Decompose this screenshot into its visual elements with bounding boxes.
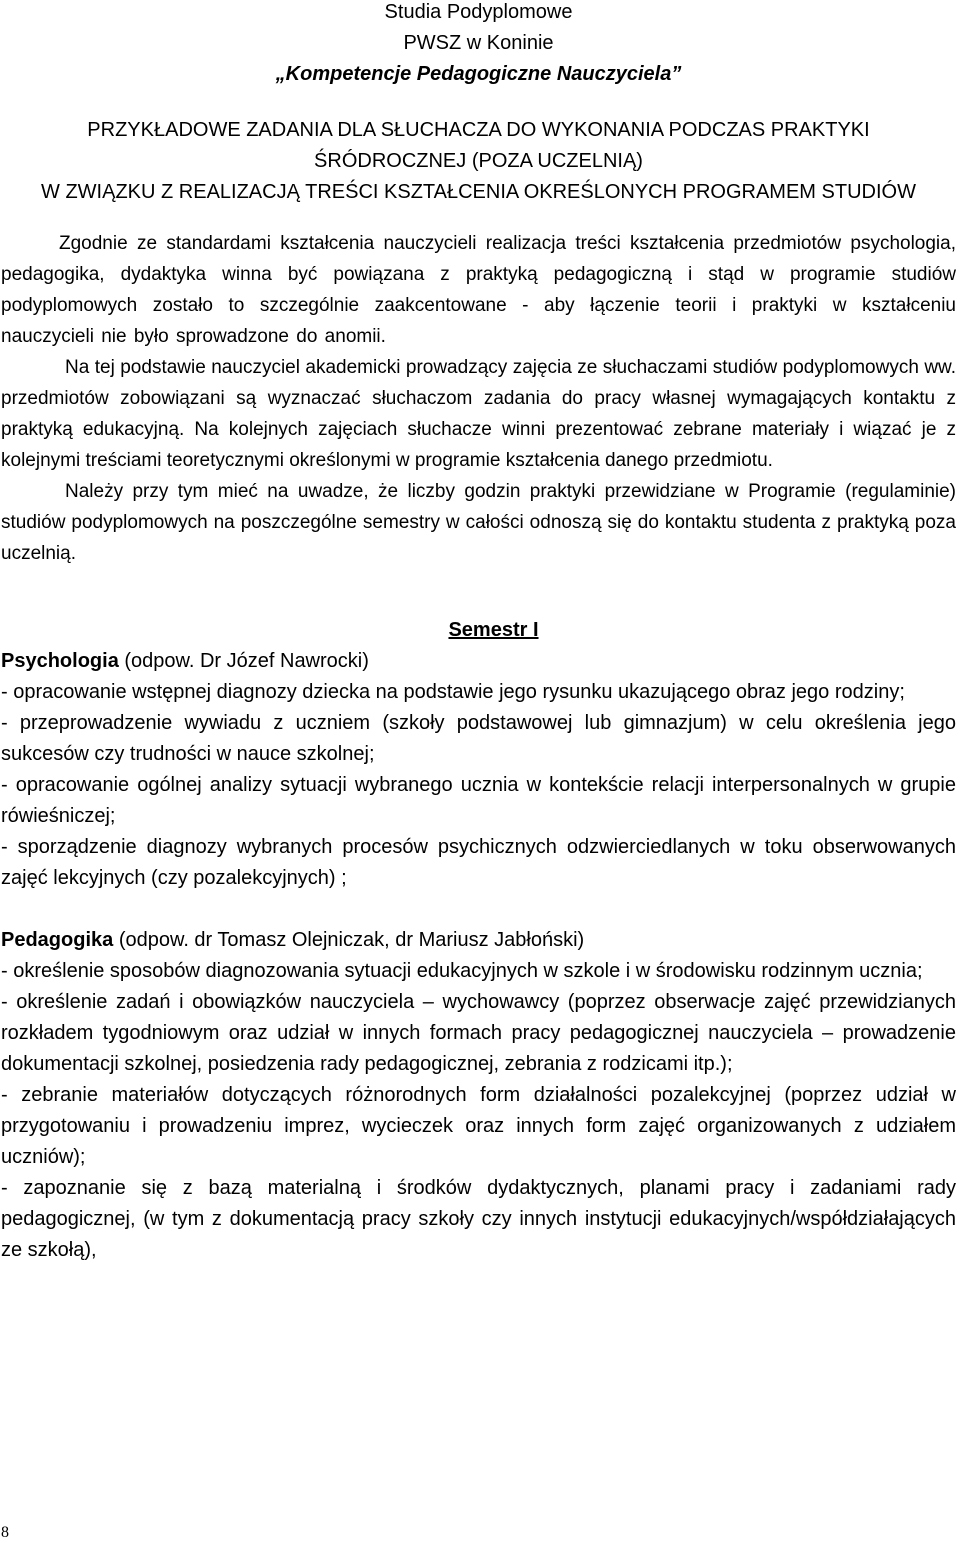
task-item: - opracowanie ogólnej analizy sytuacji wybranego ucznia w kontekście relacji interpersonalnych w grupie rówieśniczej; <box>1 774 956 827</box>
subject-name: Pedagogika <box>1 929 114 951</box>
section-heading <box>1 646 956 677</box>
program-heading-line-1: PRZYKŁADOWE ZADANIA DLA SŁUCHACZA DO WYKONANIA PODCZAS PRAKTYKI <box>87 119 870 141</box>
semester-heading: Semestr I <box>448 619 539 641</box>
subject-responsible: (odpow. dr Tomasz Olejniczak, dr Mariusz Jabłoński) <box>113 929 585 951</box>
program-heading-line-2: ŚRÓDROCZNEJ (POZA UCZELNIĄ) <box>314 150 643 172</box>
task-item: - zapoznanie się z bazą materialną i środków dydaktycznych, planami pracy i zadaniami rady pedagogicznej, (w tym z dokumentacją pracy szkoły czy innych instytucji edukacyjnych/współdziałających ze szkołą), <box>1 1177 956 1261</box>
task-item: - określenie sposobów diagnozowania sytuacji edukacyjnych w szkole i w środowisku rodzinnym ucznia; <box>1 960 923 982</box>
intro-text <box>1 228 956 569</box>
task-item: - przeprowadzenie wywiadu z uczniem (szkoły podstawowej lub gimnazjum) w celu określenia jego sukcesów czy trudności w nauce szkolnej; <box>1 712 956 765</box>
task-item: - sporządzenie diagnozy wybranych procesów psychicznych odzwierciedlanych w toku obserwowanych zajęć lekcyjnych (czy pozalekcyjnych) ; <box>1 836 956 889</box>
document-header <box>1 0 956 90</box>
page-number: 8 <box>1 1524 9 1541</box>
header-program-title: „Kompetencje Pedagogiczne Nauczyciela” <box>275 63 682 85</box>
subject-responsible: (odpow. Dr Józef Nawrocki) <box>118 650 369 672</box>
intro-paragraph-3: Należy przy tym mieć na uwadze, że liczby godzin praktyki przewidziane w Programie (regulaminie) studiów podyplomowych na poszczególne semestry w całości odnoszą się do kontaktu studenta z praktyką poza uczelnią. <box>1 481 956 564</box>
section-pedagogika <box>1 925 956 1266</box>
intro-paragraph-1: Zgodnie ze standardami kształcenia nauczycieli realizacja treści kształcenia przedmiotów psychologia, pedagogika, dydaktyka winna być powiązana z praktyką pedagogiczną i stąd w programie studiów podyplomowych zostało to szczególnie zaakcentowane - aby łączenie teorii i praktyki w kształceniu nauczycieli nie było sprowadzone do anomii. <box>1 233 956 347</box>
task-item: - zebranie materiałów dotyczących różnorodnych form działalności pozalekcyjnej (poprzez udział w przygotowaniu i prowadzeniu imprez, wycieczek oraz innych form zajęć organizowanych z udziałem uczniów); <box>1 1084 956 1168</box>
subject-name: Psychologia <box>1 650 119 672</box>
section-heading <box>1 925 956 956</box>
task-item: - opracowanie wstępnej diagnozy dziecka na podstawie jego rysunku ukazującego obraz jego rodziny; <box>1 681 905 703</box>
program-heading-line-3: W ZWIĄZKU Z REALIZACJĄ TREŚCI KSZTAŁCENIA OKREŚLONYCH PROGRAMEM STUDIÓW <box>41 181 916 203</box>
section-psychologia <box>1 646 956 894</box>
program-heading <box>1 115 956 208</box>
header-line-institution: PWSZ w Koninie <box>403 32 554 54</box>
task-item: - określenie zadań i obowiązków nauczyciela – wychowawcy (poprzez obserwacje zajęć przewidzianych rozkładem tygodniowym oraz udział w innych formach pracy pedagogicznej nauczyciela – prowadzenie dokumentacji szkolnej, posiedzenia rady pedagogicznej, zebrania z rodzicami itp.); <box>1 991 956 1075</box>
header-line-studies: Studia Podyplomowe <box>384 1 573 23</box>
intro-paragraph-2: Na tej podstawie nauczyciel akademicki prowadzący zajęcia ze słuchaczami studiów podyplomowych ww. przedmiotów zobowiązani są wyznaczać słuchaczom zadania do pracy własnej wymagających kontaktu z praktyką edukacyjną. Na kolejnych zajęciach słuchacze winni prezentować zebrane materiały i wiązać je z kolejnymi treściami teoretycznymi określonymi w programie kształcenia danego przedmiotu. <box>1 357 956 471</box>
